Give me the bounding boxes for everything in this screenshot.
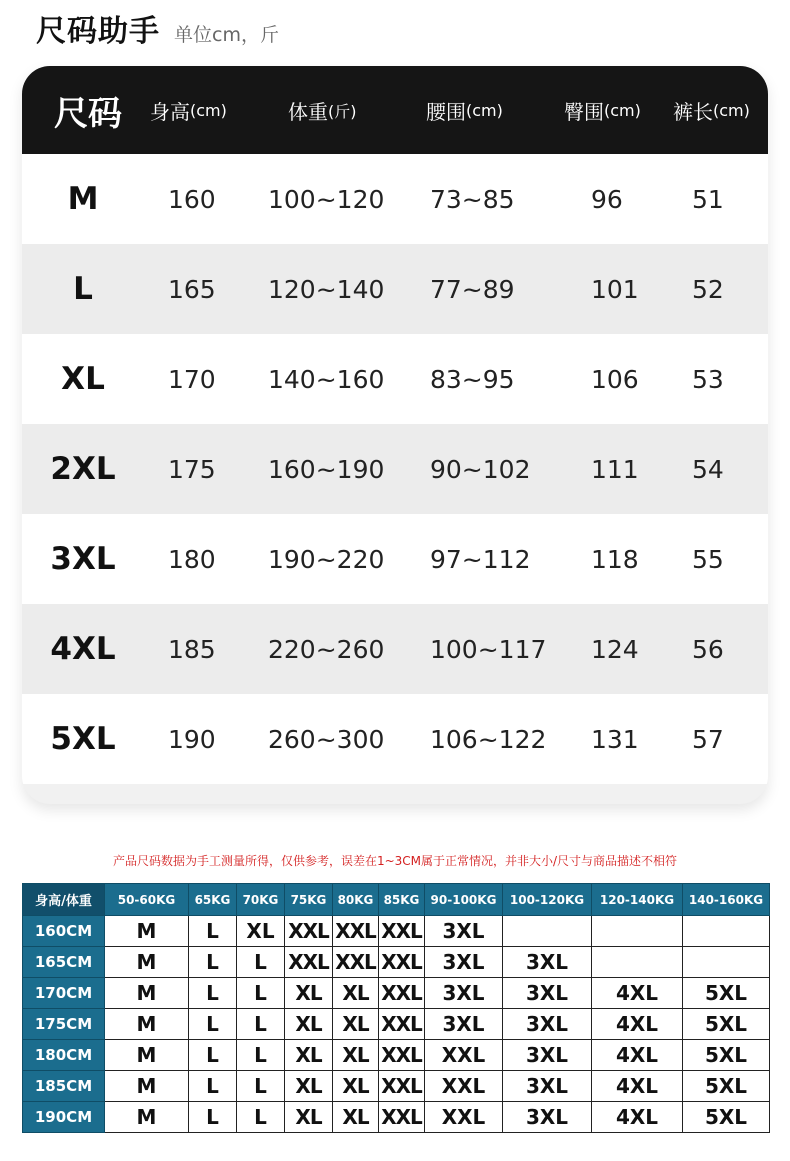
recommended-size-cell: M [105, 947, 189, 978]
recommended-size-cell: L [237, 978, 285, 1009]
height-row-header: 190CM [23, 1102, 105, 1133]
height-row-header: 185CM [23, 1071, 105, 1102]
length-value: 51 [692, 184, 724, 214]
recommended-size-cell: XL [333, 1071, 379, 1102]
hip-value: 106 [591, 364, 639, 394]
recommended-size-cell: 3XL [425, 947, 503, 978]
header-size: 尺码 [54, 93, 122, 134]
waist-value: 90~102 [430, 454, 531, 484]
height-row-header: 170CM [23, 978, 105, 1009]
recommended-size-cell: XXL [425, 1071, 503, 1102]
height-value: 165 [168, 274, 216, 304]
recommended-size-cell: XXL [425, 1040, 503, 1071]
recommended-size-cell: XXL [379, 978, 425, 1009]
recommended-size-cell: 3XL [425, 978, 503, 1009]
recommended-size-cell: 5XL [683, 1102, 770, 1133]
recommended-size-cell: 5XL [683, 1040, 770, 1071]
recommended-size-cell: L [237, 1009, 285, 1040]
waist-value: 100~117 [430, 634, 547, 664]
weight-header: 100-120KG [503, 884, 592, 916]
recommended-size-cell: 3XL [425, 916, 503, 947]
header-weight: 体重 (斤) [288, 99, 357, 124]
size-label: M [67, 181, 99, 217]
height-value: 170 [168, 364, 216, 394]
recommended-size-cell: L [189, 1009, 237, 1040]
recommended-size-cell: 3XL [503, 1102, 592, 1133]
reference-row [23, 1102, 770, 1133]
recommended-size-cell: L [237, 947, 285, 978]
recommended-size-cell: L [237, 1102, 285, 1133]
recommended-size-cell: XL [333, 978, 379, 1009]
size-row [22, 154, 768, 244]
size-row [22, 424, 768, 514]
height-row-header: 160CM [23, 916, 105, 947]
height-value: 180 [168, 544, 216, 574]
recommended-size-cell: XXL [379, 1009, 425, 1040]
recommended-size-cell: L [189, 916, 237, 947]
height-value: 160 [168, 184, 216, 214]
recommended-size-cell: XL [333, 1009, 379, 1040]
recommended-size-cell [592, 947, 683, 978]
length-value: 52 [692, 274, 724, 304]
size-label: L [73, 271, 93, 307]
reference-row [23, 1009, 770, 1040]
recommended-size-cell [683, 947, 770, 978]
recommended-size-cell: L [189, 1040, 237, 1071]
weight-header: 70KG [237, 884, 285, 916]
weight-header: 80KG [333, 884, 379, 916]
recommended-size-cell: L [189, 978, 237, 1009]
length-value: 54 [692, 454, 724, 484]
reference-row [23, 947, 770, 978]
length-value: 57 [692, 724, 724, 754]
recommended-size-cell: XXL [379, 1071, 425, 1102]
weight-header: 90-100KG [425, 884, 503, 916]
recommended-size-cell: XXL [379, 1102, 425, 1133]
reference-row [23, 1040, 770, 1071]
page-header [36, 6, 279, 50]
size-reference-table [22, 883, 770, 1133]
recommended-size-cell: XL [333, 1040, 379, 1071]
recommended-size-cell: 5XL [683, 978, 770, 1009]
size-row [22, 604, 768, 694]
recommended-size-cell: 5XL [683, 1009, 770, 1040]
weight-value: 190~220 [268, 544, 385, 574]
recommended-size-cell: XL [285, 1102, 333, 1133]
recommended-size-cell: XXL [285, 916, 333, 947]
recommended-size-cell: M [105, 1102, 189, 1133]
reference-row [23, 978, 770, 1009]
recommended-size-cell: 4XL [592, 1071, 683, 1102]
recommended-size-cell: L [189, 1071, 237, 1102]
corner-header: 身高/体重 [23, 884, 105, 916]
hip-value: 96 [591, 184, 623, 214]
length-value: 56 [692, 634, 724, 664]
waist-value: 73~85 [430, 184, 515, 214]
weight-header: 85KG [379, 884, 425, 916]
length-value: 55 [692, 544, 724, 574]
weight-value: 260~300 [268, 724, 385, 754]
recommended-size-cell: M [105, 978, 189, 1009]
size-label: 4XL [50, 631, 116, 667]
size-label: 2XL [50, 451, 116, 487]
size-row [22, 244, 768, 334]
size-chart-header [22, 66, 768, 154]
height-value: 175 [168, 454, 216, 484]
header-hip: 臀围 (cm) [564, 99, 641, 124]
recommended-size-cell: L [237, 1040, 285, 1071]
weight-header: 75KG [285, 884, 333, 916]
size-row [22, 514, 768, 604]
recommended-size-cell: M [105, 916, 189, 947]
size-row [22, 334, 768, 424]
recommended-size-cell: 4XL [592, 978, 683, 1009]
recommended-size-cell: XL [285, 1009, 333, 1040]
header-height: 身高 (cm) [150, 99, 227, 124]
recommended-size-cell: XXL [285, 947, 333, 978]
weight-header: 50-60KG [105, 884, 189, 916]
recommended-size-cell: XXL [379, 947, 425, 978]
size-label: XL [61, 361, 105, 397]
reference-row [23, 916, 770, 947]
unit-note: 单位cm，斤 [174, 24, 279, 46]
hip-value: 124 [591, 634, 639, 664]
recommended-size-cell: XXL [379, 1040, 425, 1071]
recommended-size-cell: XL [285, 1040, 333, 1071]
recommended-size-cell [592, 916, 683, 947]
length-value: 53 [692, 364, 724, 394]
weight-header: 65KG [189, 884, 237, 916]
waist-value: 97~112 [430, 544, 531, 574]
recommended-size-cell: 4XL [592, 1040, 683, 1071]
recommended-size-cell: L [189, 947, 237, 978]
waist-value: 77~89 [430, 274, 515, 304]
recommended-size-cell: M [105, 1071, 189, 1102]
height-row-header: 175CM [23, 1009, 105, 1040]
waist-value: 83~95 [430, 364, 515, 394]
header-length: 裤长 (cm) [673, 99, 750, 124]
recommended-size-cell: 4XL [592, 1009, 683, 1040]
weight-value: 220~260 [268, 634, 385, 664]
size-label: 5XL [50, 721, 116, 757]
recommended-size-cell: XL [285, 1071, 333, 1102]
recommended-size-cell: 3XL [425, 1009, 503, 1040]
weight-header: 140-160KG [683, 884, 770, 916]
hip-value: 118 [591, 544, 639, 574]
weight-value: 140~160 [268, 364, 385, 394]
measurement-disclaimer: 产品尺码数据为手工测量所得，仅供参考，误差在1~3CM属于正常情况，并非大小/尺寸与商品描述不相符 [112, 854, 678, 868]
recommended-size-cell: XL [285, 978, 333, 1009]
recommended-size-cell: XXL [333, 916, 379, 947]
recommended-size-cell: 3XL [503, 1009, 592, 1040]
height-row-header: 180CM [23, 1040, 105, 1071]
header-waist: 腰围 (cm) [426, 99, 503, 124]
hip-value: 111 [591, 454, 639, 484]
recommended-size-cell [683, 916, 770, 947]
hip-value: 101 [591, 274, 639, 304]
recommended-size-cell: XXL [379, 916, 425, 947]
recommended-size-cell: M [105, 1040, 189, 1071]
reference-header-row [23, 884, 770, 916]
height-value: 185 [168, 634, 216, 664]
recommended-size-cell: XL [237, 916, 285, 947]
size-label: 3XL [50, 541, 116, 577]
recommended-size-cell: 5XL [683, 1071, 770, 1102]
recommended-size-cell: L [237, 1071, 285, 1102]
recommended-size-cell: M [105, 1009, 189, 1040]
weight-value: 160~190 [268, 454, 385, 484]
weight-value: 120~140 [268, 274, 385, 304]
height-row-header: 165CM [23, 947, 105, 978]
recommended-size-cell: 4XL [592, 1102, 683, 1133]
recommended-size-cell: XXL [425, 1102, 503, 1133]
recommended-size-cell: 3XL [503, 947, 592, 978]
page-title: 尺码助手 [36, 14, 160, 49]
recommended-size-cell [503, 916, 592, 947]
hip-value: 131 [591, 724, 639, 754]
size-chart-card [22, 66, 768, 804]
recommended-size-cell: L [189, 1102, 237, 1133]
recommended-size-cell: XL [333, 1102, 379, 1133]
size-row [22, 694, 768, 784]
height-value: 190 [168, 724, 216, 754]
weight-header: 120-140KG [592, 884, 683, 916]
weight-value: 100~120 [268, 184, 385, 214]
recommended-size-cell: 3XL [503, 1040, 592, 1071]
reference-row [23, 1071, 770, 1102]
recommended-size-cell: XXL [333, 947, 379, 978]
recommended-size-cell: 3XL [503, 978, 592, 1009]
waist-value: 106~122 [430, 724, 547, 754]
recommended-size-cell: 3XL [503, 1071, 592, 1102]
